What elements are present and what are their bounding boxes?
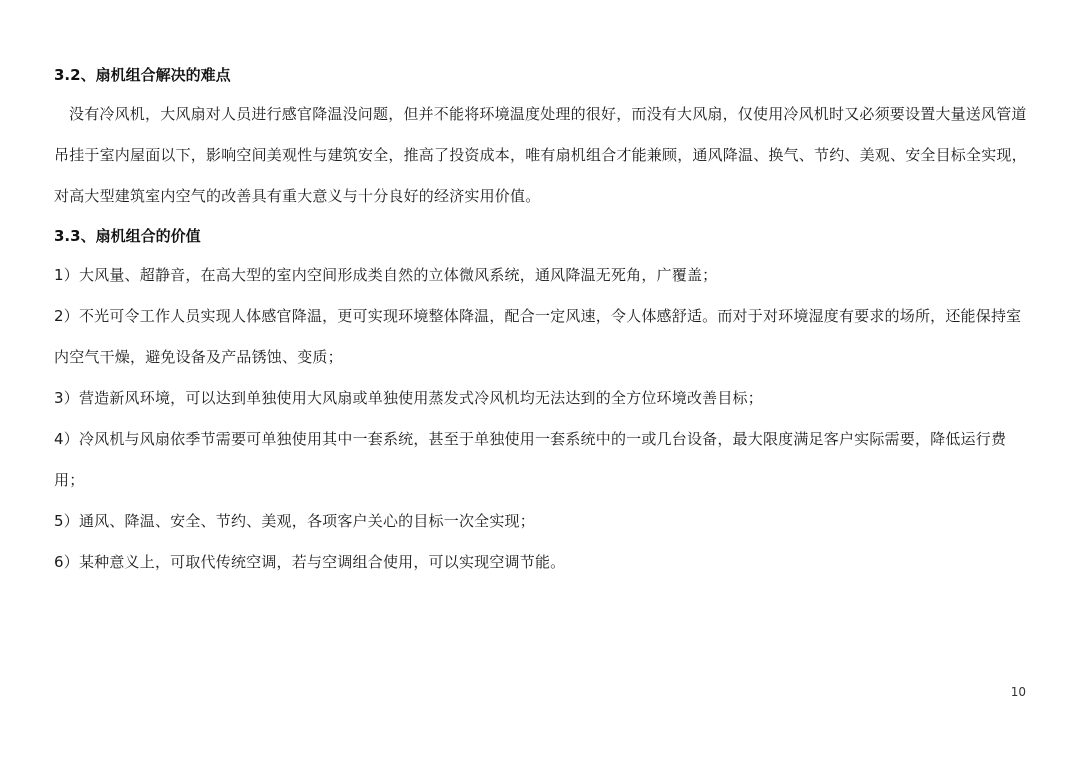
list-item: 5）通风、降温、安全、节约、美观，各项客户关心的目标一次全实现； (54, 512, 535, 530)
section-paragraph-3-2: 没有冷风机，大风扇对人员进行感官降温没问题，但并不能将环境温度处理的很好，而没有大风扇，仅使用冷风机时又必须要设置大量送风管道吊挂于室内屋面以下，影响空间美观性与建筑安全，推高了投资成本，唯有扇机组合才能兼顾，通风降温、换气、节约、美观、安全目标全实现，对高大型建筑室内空气的改善具有重大意义与十分良好的经济实用价值。 (54, 105, 1027, 205)
list-item: 1）大风量、超静音，在高大型的室内空间形成类自然的立体微风系统，通风降温无死角，广覆盖； (54, 266, 718, 284)
section-heading-3-3: 3.3、扇机组合的价值 (54, 227, 201, 245)
list-item: 3）营造新风环境，可以达到单独使用大风扇或单独使用蒸发式冷风机均无法达到的全方位环境改善目标； (54, 389, 763, 407)
list-item: 2）不光可令工作人员实现人体感官降温，更可实现环境整体降温，配合一定风速，令人体感舒适。而对于对环境湿度有要求的场所，还能保持室内空气干燥，避免设备及产品锈蚀、变质； (54, 307, 1022, 366)
page-content (54, 62, 1032, 583)
page-number: 10 (1010, 685, 1026, 699)
value-list (54, 255, 1032, 583)
section-heading-3-2: 3.2、扇机组合解决的难点 (54, 66, 231, 84)
list-item: 6）某种意义上，可取代传统空调，若与空调组合使用，可以实现空调节能。 (54, 553, 566, 571)
list-item: 4）冷风机与风扇依季节需要可单独使用其中一套系统，甚至于单独使用一套系统中的一或几台设备，最大限度满足客户实际需要，降低运行费用； (54, 430, 1007, 489)
